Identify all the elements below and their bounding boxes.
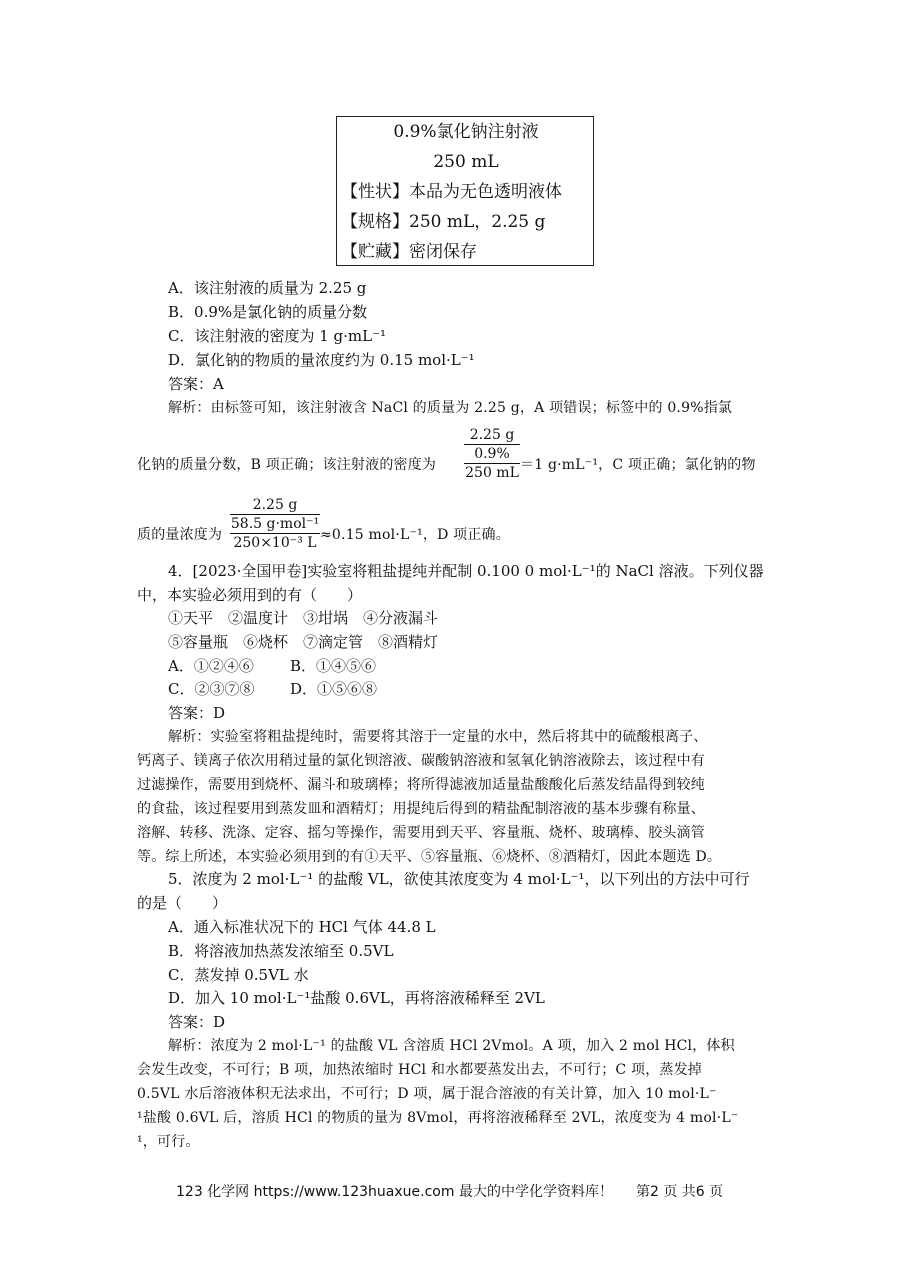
q5-stem-line1: 5．浓度为 2 mol·L⁻¹ 的盐酸 VL，欲使其浓度变为 4 mol·L⁻¹，以下列出的方法中可行	[168, 870, 750, 888]
fraction-mid: 0.9%	[464, 444, 520, 463]
label-spec: 【规格】250 mL，2.25 g	[341, 212, 546, 232]
q5-analysis-line: 会发生改变，不可行；B 项，加热浓缩时 HCl 和水都要蒸发出去，不可行；C 项，蒸发掉	[137, 1062, 702, 1078]
fraction-numerator: 2.25 g	[252, 497, 298, 513]
fraction-denominator: 250 mL	[465, 465, 519, 481]
q3-option-d: D．氯化钠的物质的量浓度约为 0.15 mol·L⁻¹	[168, 351, 475, 369]
fraction-mid: 58.5 g·mol⁻¹	[230, 516, 320, 532]
q5-option-b: B．将溶液加热蒸发浓缩至 0.5VL	[168, 942, 394, 960]
q3-option-a: A．该注射液的质量为 2.25 g	[168, 279, 367, 297]
q3-option-c: C．该注射液的密度为 1 g·mL⁻¹	[168, 327, 387, 345]
q4-analysis-line: 过滤操作，需要用到烧杯、漏斗和玻璃棒；将所得滤液加适量盐酸酸化后蒸发结晶得到较纯	[137, 777, 705, 793]
label-volume: 250 mL	[433, 152, 499, 172]
q5-analysis-line: ¹，可行。	[137, 1134, 200, 1150]
q4-stem-line1: 4．[2023·全国甲卷]实验室将粗盐提纯并配制 0.100 0 mol·L⁻¹的 NaCl 溶液。下列仪器	[168, 562, 764, 580]
q4-option-b: B．①④⑤⑥	[290, 657, 377, 675]
q5-option-d: D．加入 10 mol·L⁻¹盐酸 0.6VL，再将溶液稀释至 2VL	[168, 989, 545, 1007]
q4-analysis-line: 钙离子、镁离子依次用稍过量的氯化钡溶液、碳酸钠溶液和氢氧化钠溶液除去，该过程中有	[137, 753, 705, 769]
q4-analysis-line: 的食盐，该过程要用到蒸发皿和酒精灯；用提纯后得到的精盐配制溶液的基本步骤有称量、	[137, 801, 705, 817]
q3-answer: 答案：A	[168, 375, 224, 393]
concentration-fraction	[230, 496, 320, 552]
q3-analysis-line3-pre: 质的量浓度为	[137, 527, 223, 543]
q3-analysis-line2-pre: 化钠的质量分数，B 项正确；该注射液的密度为	[137, 457, 437, 473]
q5-option-a: A．通入标准状况下的 HCl 气体 44.8 L	[168, 918, 436, 936]
q5-analysis-line: ¹盐酸 0.6VL 后，溶质 HCl 的物质的量为 8Vmol，再将溶液稀释至 2VL，浓度变为 4 mol·L⁻	[137, 1110, 739, 1126]
q5-analysis-line: 0.5VL 水后溶液体积无法求出，不可行；D 项，属于混合溶液的有关计算，加入 10 mol·L⁻	[137, 1086, 717, 1102]
q4-analysis-line: 溶解、转移、洗涤、定容、摇匀等操作，需要用到天平、容量瓶、烧杯、玻璃棒、胶头滴管	[137, 825, 705, 841]
fraction-denominator: 250×10⁻³ L	[230, 533, 320, 552]
q5-option-c: C．蒸发掉 0.5VL 水	[168, 966, 309, 984]
footer-site-text: 123 化学网 https://www.123huaxue.com 最大的中学化学资料库！	[176, 1184, 613, 1200]
fraction-numerator: 2.25 g	[469, 427, 515, 443]
q4-option-a: A．①②④⑥	[168, 657, 254, 675]
q3-option-b: B．0.9%是氯化钠的质量分数	[168, 303, 368, 321]
density-fraction	[464, 426, 520, 482]
q3-analysis-line1: 解析：由标签可知，该注射液含 NaCl 的质量为 2.25 g，A 项错误；标签中的 0.9%指氯	[168, 400, 733, 416]
label-storage: 【贮藏】密闭保存	[341, 242, 477, 262]
q4-analysis-line: 解析：实验室将粗盐提纯时，需要将其溶于一定量的水中，然后将其中的硫酸根离子、	[168, 729, 708, 745]
q5-analysis-line: 解析：浓度为 2 mol·L⁻¹ 的盐酸 VL 含溶质 HCl 2Vmol。A 项，加入 2 mol HCl，体积	[168, 1038, 735, 1054]
q4-analysis-line: 等。综上所述，本实验必须用到的有①天平、⑤容量瓶、⑥烧杯、⑧酒精灯，因此本题选 D。	[137, 849, 722, 865]
q3-analysis-line2-post: ＝1 g·mL⁻¹，C 项正确；氯化钠的物	[520, 457, 756, 473]
q3-analysis-line3-post: ≈0.15 mol·L⁻¹，D 项正确。	[320, 527, 510, 543]
q5-answer: 答案：D	[168, 1013, 226, 1031]
footer-page-number: 第2 页 共6 页	[636, 1184, 724, 1200]
label-title: 0.9%氯化钠注射液	[393, 122, 539, 142]
q4-answer: 答案：D	[168, 704, 226, 722]
q4-option-d: D．①⑤⑥⑧	[290, 680, 378, 698]
drug-label-box	[336, 116, 594, 266]
q5-stem-line2: 的是（ ）	[137, 894, 228, 912]
label-property: 【性状】本品为无色透明液体	[341, 182, 562, 202]
q4-items-line1: ①天平 ②温度计 ③坩埚 ④分液漏斗	[168, 609, 439, 627]
q4-stem-line2: 中，本实验必须用到的有（ ）	[137, 586, 363, 604]
q4-option-c: C．②③⑦⑧	[168, 680, 255, 698]
q4-items-line2: ⑤容量瓶 ⑥烧杯 ⑦滴定管 ⑧酒精灯	[168, 633, 439, 651]
